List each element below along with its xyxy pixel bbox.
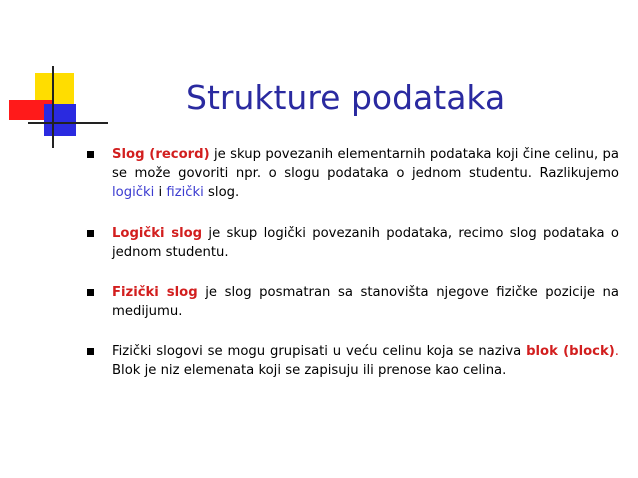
bullet-square-icon — [87, 348, 94, 355]
bullet-item-logicki-slog — [84, 224, 619, 262]
term-fizicki: fizički — [166, 185, 204, 200]
term-logicki: logički — [112, 185, 155, 200]
bullet-text: je slog posmatran sa stanovišta njegove fizičke pozicije na medijumu. — [112, 285, 619, 319]
bullet-square-icon — [87, 151, 94, 158]
logo-blue-square — [44, 104, 76, 136]
bullet-text-end: Blok je niz elemenata koji se zapisuju ili prenose kao celina. — [112, 363, 507, 378]
bullet-text: je skup povezanih elementarnih podataka koji čine celinu, pa se može govoriti npr. o slogu podataka o jednom studentu. Razlikujemo — [112, 147, 619, 181]
logo-horizontal-line — [28, 122, 108, 124]
bullet-text: je skup logički povezanih podataka, recimo slog podataka o jednom studentu. — [112, 226, 619, 260]
term-fizicki-slog: Fizički slog — [112, 285, 198, 300]
bullet-square-icon — [87, 289, 94, 296]
term-blok-dot: . — [614, 344, 619, 359]
bullet-list — [84, 145, 619, 380]
bullet-square-icon — [87, 230, 94, 237]
logo-vertical-line — [52, 66, 54, 148]
bullet-item-slog — [84, 145, 619, 202]
logo-graphic — [0, 0, 110, 150]
bullet-text-connector: i — [154, 185, 167, 200]
bullet-text-end: slog. — [203, 185, 240, 200]
bullet-item-blok — [84, 342, 619, 380]
bullet-item-fizicki-slog — [84, 283, 619, 321]
bullet-text: Fizički slogovi se mogu grupisati u veću celinu koja se naziva — [112, 344, 527, 359]
term-logicki-slog: Logički slog — [112, 226, 203, 241]
term-slog: Slog (record) — [112, 147, 210, 162]
term-blok: blok (block) — [526, 344, 615, 359]
slide-title: Strukture podataka — [186, 78, 506, 117]
